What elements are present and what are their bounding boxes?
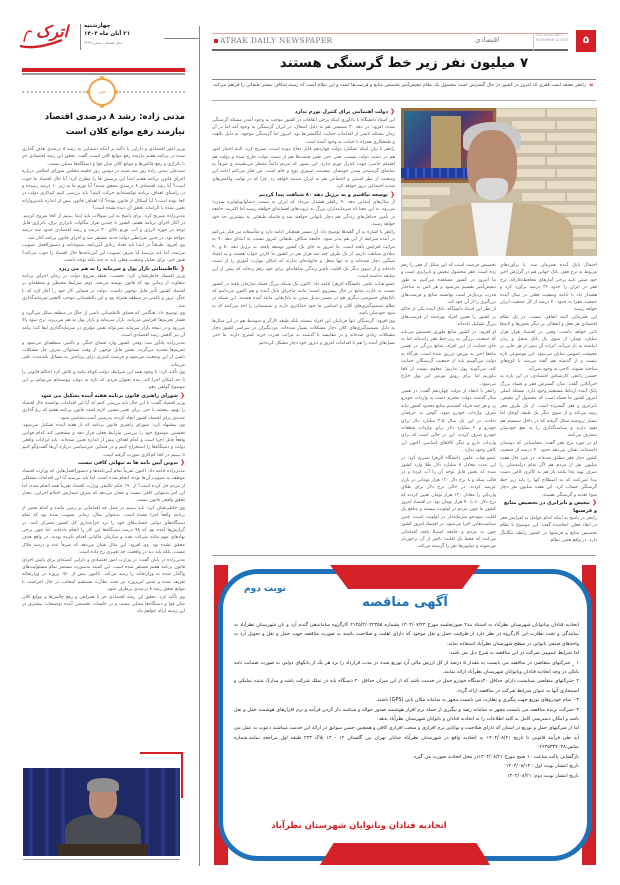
paragraph: وی افزود: طبیعتاً در ابتدا باید تعداد زیادی آیین‌نامه، شیوه‌نامه و دستورالعمل تصویب می‌شد، اما باید بپرسید آیا صرف تصویب این آیین‌نامه‌ها حال اقتصاد را خوب می‌کند؟ هنوز خیر. برای تحلیل وضعیت فعلی باید به چند نکته توجه داشت. (22, 243, 185, 264)
news-badge (88, 78, 116, 106)
paragraph: مدنی‌زاده تصریح کرد: برای پاسخ به این سوالات باید ابتدا ببینیم از کجا شروع کردیم. در آغاز اجرای برنامه هفتم، کشور با چندین هزار مگاوات ناترازی برق، ناترازی قابل توجه در حوزه انرژی و آب، تورم بالای ۳۰ درصد و رشد اقتصادی حدود سه درصد مواجه بود. در چنین شرایطی دولت جدید مستقر شد و اجرای قانون برنامه آغاز شد. (22, 213, 185, 241)
volume-box (533, 33, 573, 51)
ad-conditions-intro: لذا شرایط عمومی شرکت در این مناقصه به شرح ذیل می باشد. (448, 650, 579, 657)
ad-condition: ۲ -شرکتهای متقاضی میبایست دارای حداقل ۳۰دستگاه خودرو حمل در خدمت باشد که از این میزان حداقل ۲۰ دستگاه باید در تملک شرکت باشد و مدارک مثبته تملیکی و استیجاری آنها به عنوان شرایط شرکت در مناقصه ارائه گردد. (234, 678, 579, 694)
lead-rule (212, 100, 596, 101)
headline-rule (212, 79, 596, 80)
left-article-body (22, 146, 185, 746)
lead-paragraph: راغفر معتقد است فقری که امروز در کشور در حال گسترش است محصول یک نظام تبعیض‌آمیز تخصیص منابع و فرصت‌ها است و این نظام است که زمینه شکاف بیشتر طبقاتی را فراهم می‌کند. (212, 83, 586, 88)
ad-second-publish: تاریخ انتشار نوبت دوم: ۱۴۰۴/۰۸/۲۱ (507, 772, 579, 779)
paragraph: تخصیص فرصت است که این شکل از فقر را رقم زده است. فقر محصول تبعیض و نابرابری است و ما امروز در کشور مشاهده می‌کنیم به طور تبعیض‌آمیز تقسیم می‌شود و هر کس به ساختار قدرت نزدیک‌تر است توانسته منابع و فرصت‌های بزرگتری را از آن خود کند. (401, 263, 496, 306)
subheading: ❮تدوین آیین نامه ها به تنهایی کافی نیست (77, 459, 185, 467)
paragraph: وزیر اقتصاد خاطرنشان کرد: نخست، نقطه شروع دولت در زمان اجرای برنامه متفاوت از زمانی بود که قانون نوشته می‌شد. دوم، شرایط محیطی و منطقه‌ای بر اقتصاد کشور تأثیر قابل توجهی داشت. دولت در فضایی کار خود را آغاز کرد که با جنگ، ترور و ناامنی در منطقه همراه بود و این نااطمینانی موجب کاهش سرمایه‌گذاری شد. (22, 274, 185, 309)
ad-bottom-red-banner (320, 843, 490, 865)
page-number: ۵ (576, 30, 596, 52)
masthead-issue: سال هفدهم - شماره ۳۶۳۳ (84, 41, 122, 45)
double-chevron-icon: « (589, 81, 594, 89)
section-label: اقتصادی (475, 36, 500, 44)
ad-opening: بازگشایی پاکت ساعت ۱۰ صبح مورخ ۱۴۰۴/۰۸/۲۱در محل اتحادیه صورت می گیرد. (412, 753, 579, 760)
volume-number: VOL.18,NO.1853 (536, 33, 563, 37)
gray-divider (22, 73, 185, 75)
paragraph: راغفر در پاسخ به اینکه کدام عوامل به افزایش فقر در ابعاد فعلی انجامیده گفت: این موضوع با نظام تخصیص منابع و فرصتها در کشور رابطه تنگاتنگ دارد. در واقع همین نظام (500, 516, 597, 544)
paragraph: راغفر با بیان اینکه عملکرد دولت چهاردهم قابل دفاع نبوده است، تصریح کرد: البته اختیار امور هم در دست دولت نیست، یعنی حتی تغییر قیمت‌ها هم از دست دولت خارج شده و دولت هم اهتمام خاصی جهت کنترل تورم ندارد. این تصور که مردم دائماً منتظر می‌نشینند و صرفاً به تماشای گرسنه‌تر شدن خودشان بنشینند، تصوری پوچ و خام است. من فکر می‌کنم ادامه این وضعیت از نظر امنیتی و اجتماعی هم به ایران صدمه خواهد زد. چرا که در نهایت واکنش‌های شدید اجتماعی بروز خواهد کرد. (212, 147, 395, 190)
brand-english (214, 36, 332, 45)
red-chevron-icon: ❮ (179, 391, 185, 399)
brand-english-text: ATRAK DAILY NEWSPAPER (220, 36, 333, 45)
paragraph: عضو هیات علمی دانشگاه الزهرا تصریح کرد: در این مدت معادل ۸ میلیارد دلار طلا وارد کشور شده که بخش قابل توجه آن را آب کرده و در قالب سکه و با نرخ دلار ۱۲۰ هزار تومانی در بازار عرضه کردند. در حالی نرخ دلار برای طلای وارداتی را معادل ۱۲۰ هزار تومان تعیین کردند که نرخ دلار ۶۰ یا ۷۰ هزار تومان بود. در اقتصاد امروز کشور ما چون مردم در اولویت نیستند و منافع یک اقلیت سودجو سرمایه‌دار در اولویت است، چنین سیاست‌هایی اجرا می‌شود. در اقتصاد امروز کشور چون به مردم و جامعه استیلا یافته اقداماتی می‌کنند که فقط یک اقلیت ناچیز از آن برخوردار می‌شوند و میلیون‌ها نفر را گرسنه می‌کند. (401, 455, 496, 550)
paragraph: مدنی‌زاده ادامه داد: اکنون تقریباً تمام آیین‌نامه‌ها و دستورالعمل‌هایی که وزارت اقتصاد موظف به تصویب آن‌ها بوده، انجام شده است، اما باید بپرسید آیا این اقدامات مشکلی از مردم حل کرده است؟ از ۱۹۰ حکم تکلیفی وزارت اقتصاد تقریباً همه انجام شده، اما این امر به‌تنهایی کافی نیست و نشان می‌دهد که صرف شمارش احکام اجرایی، معیار تحقق واقعی قانون نیست. (22, 468, 185, 504)
paragraph: وی تأکید کرد: تحقق این رشد اقتصادی جز با همراهی و رفع چالش‌ها و موانع کلان میان قوا و دستگاه‌ها ممکن نیست و در جلسات تخصصی آینده توضیحات بیشتری در این زمینه ارائه خواهم داد. (22, 594, 185, 615)
newspaper-logo (16, 22, 78, 50)
speaker-photo (23, 768, 180, 856)
ad-invitation: لذا از شرکتهای حمل و توزیع در استان که دارای صلاحیت و توانایی نرم افزاری و سخت افزاری کافی و همچنین حسن سوابق در ارائه این خدمت میباشند دعوت به عمل می آید طی فرآیند قانونی تا تاریخ ۱۴۰۴/۰۸/۲۱ به اتحادیه واقع در شهرستان نظرآباد خیابان تهران بین گلستان ۱۲ - ۱۴ پلاک ۲۴۳ طبقه اول مراجعه نمایند.شماره تماس:۰۲۶۴۵۳۴۷۰۴۸ (234, 725, 579, 751)
paragraph: وی توضیح داد: هنگامی که فضای نااطمینانی ناشی از جنگ در منطقه شکل می‌گیرد و فشار تحریم‌ها افزایش می‌یابد، بازار سرمایه و بازار پول به هم می‌ریزد، نرخ سود بالا می‌رود و در نتیجه بازار سرمایه نمی‌تواند نقش مؤثری در سرمایه‌گذاری ایفا کند؛ پیامد آن نیز کاهش رشد اقتصادی است. (22, 311, 185, 339)
paragraph: وی خاطرنشان کرد: باید ببینیم در عمل چه اقداماتی بر زمین مانده و کدام بخش از برنامه واقعاً اجرا نشده است. به‌عنوان مثال، زمانی تصویب شده بود که تمام دستگاه‌های دولتی حساب‌های خود را نزد خزانه‌داری کل کشور متمرکز کنند. در گزارش‌ها آمده بود که ۹۸ درصد دستگاه‌ها این کار را انجام داده‌اند، اما چون برخی نهادهای مهم مانند شرکت نفت و سازمان مالیاتی اقدام نکرده بودند، در واقع هدف محقق نشده بود. وی افزود: این مثال نشان می‌دهد که صرفاً عدد و درصد ملاک نیست، بلکه باید دید در واقعیت چه تغییری رخ داده است. (22, 505, 185, 556)
paragraph: راغفر با انتقاد از دولت چهاردهم گفت: در همین سال گذشته دولت محترم دست به واردات خودرو زد و هر چند فریاد کشیدیم منابع محدود کشور نباید صرف واردات خودرو شود، گوش به حرفمان ندادند. در این یک سال ۳.۵ میلیارد دلار برای خودرو و ۴ میلیارد دلار برای واردات قطعات خودرو صرف کردند. این در حالی است که برای واردات دارو و دیگر کالاهای اساسی اکنون ارز کافی وجود ندارد. (401, 388, 496, 454)
ad-body (234, 621, 579, 817)
paragraph: وی افزود: گرسنگان تنها قربانیان این افراد نیستند بلکه طبقه کارگر و متوسط هم در این سال‌ها به دلیل تصمیم‌گیری‌های کلان دچار مشکلات بسیار شده‌اند. مزدبگیران در سراسر کشور دچار مشکلات زیادی شده‌اند و در مقایسه با گذشته به مراتب قدرت خرید کمتری دارند. ما حتی نسل‌های آینده را هم با اقدامات امروز و دیروز خود دچار مشکل کرده‌ایم. (212, 318, 395, 346)
ad-condition: ۴ -شرکت برنده مناقصه می بایست مجهز به سامانه رصد و پیگیری از جمله نرم افزار هوشمند صدور حواله و شناسه دار کردن فرآیند و نرم افزارهای هوشمند حمل و نقل باشد و امکان دسترسی کامل به کلیه اطلاعات را به اتحادیه قنادان و نانوایان شهرستان نظرآباد بدهد. (234, 706, 579, 723)
photo-red-frame (140, 752, 183, 754)
main-article-center-column (401, 262, 496, 550)
subheading: ❮توسعه نیافتیم و به برزیل دهه ۸۰ شباهت پیدا کردیم (259, 190, 395, 198)
paragraph: سیدعلی مدنی زاده روز سه شنبه در دومین روز جلسه مجلس شورای اسلامی درباره اجرای قانون برنامه هفتم ابتدا این پرسش ها را مطرح کرد: آیا حال اقتصاد ما خوب است؟ آیا رشد اقتصادی ۸ درصدی محقق شده؟ آیا تورم ما به زیر ۱۰ درصد رسیده و در راستای اهداف برنامه توانسته‌ایم حرکت کنیم؟ باید بررسی کنیم کم‌کاری دولت در کجا بوده است؟ آیا اشکال از قانون بوده؟ آیا اهداف قانون بیش از اندازه بلندپروازانه تعیین شده یا الزامات تحقق آن دیده نشده است؟ (22, 169, 185, 212)
masthead-line (164, 38, 200, 39)
paragraph: وی تأکید کرد: با وجود همه این شرایط، دولت کوتاه نیامد و تلاش کرد احکام قانونی را تا حد امکان اجرا کند. بنده بعنوان فردی که تازه به دولت پیوسته‌ام می‌توانم بر این موضوع گواهی دهم. (22, 370, 185, 391)
paragraph: این همزمانی البته اتفاقی نیست. در یک نظام اقتصادی هر فعل و انفعالی بر دیگر بخش‌ها و لایه‌ها تاثیر خواهد داشت. وقتی در اقتصاد هزار هزار میلیارد تومان از سوی یک بانک منحل و زیان انباشته به بار می‌آید، اثرات آن بیش از هر جایی بر معیشت عمومی نمایان می‌شود. این موضوعی تازه نیست و از گذشته هم گفته می‌شد تا کوخ‌های ساخته نشوند، کاخی به وجود نمی‌آید. (500, 314, 597, 372)
red-chevron-icon: ❮ (179, 459, 185, 467)
paragraph: وی پیشنهاد کرد: شورای راهبری قانون برنامه که از هفته آینده تشکیل می‌شود، نخستین موضوع خود را بررسی شرایط فعلی قرار دهد و مشخص کند کدام قوانین واقعاً قابل اجرا است و کدام اهداف بیش از اندازه تعیین شده‌اند. باید ایرادات واقعی دولت و دستگاه‌ها را استخراج کنیم و در فضایی غیرسیاسی درباره آن‌ها گفت‌وگو کنیم تا ببینیم در کجا کم‌کاری صورت گرفته است. (22, 423, 185, 458)
photo-red-frame (181, 753, 183, 798)
red-chevron-icon: ❮ (389, 108, 395, 115)
red-chevron-icon: ❮ (389, 190, 395, 198)
ad-turn-label: نوبت دوم (244, 584, 286, 594)
red-divider (22, 68, 185, 72)
section-rule (212, 555, 596, 556)
ad-top-red-banner (330, 565, 480, 589)
news-badge-label: خبر (98, 89, 106, 95)
paragraph: مدنی‌زاده در پایان گفت: در وزارت امور اقتصادی و دارایی کمیته‌ای برای پایش اجرای قانون برنامه هفتم مستقر شده است. این کمیته به‌صورت مستمر تمام مسئولیت‌های واگذار شده به وزارتخانه را رصد می‌کند. تاکنون بیش از ۱۵۰ پروژه در وزارتخانه تعریف شده و شش ابرپروژه نیز تحت نظارت مستقیم اینجانب در حال اجراست تا موانع تحقق رشد ۸ درصدی برطرف شود. (22, 557, 185, 593)
red-chevron-icon: ❮ (179, 264, 185, 272)
subheading: ❮نااطمینانی بازار پول و سرمایه را به هم می ریزد (58, 264, 185, 272)
ad-condition: ۳ - تمام خودروهای توزیع جهت پیگیری و نظارت می بایست مجهز به سامانه مکان یابی (GPS) باشند. (375, 697, 579, 704)
ad-condition: ۱ _ شرکتهای متقاضی در مناقصه می بایست به مقدار ۵ درصد از کل ارزش مالی آرد توزیع شده در مدت قرارداد را نزد هر یک از بانکهای دولتی به صورت ضمانت نامه بانکی در وجه اتحادیه قنادان ونانوایان شهرستان نظرآباد ارائه نمایند. (234, 659, 579, 676)
paragraph: وزیر امور اقتصادی و دارایی با تاکید بر اینکه دستیابی به رشد ۸ درصدی هدف گذاری شده در برنامه هفتم نیازمند رفع موانع کلان است، گفت: تحقق این رشد اقتصادی جز با ناترازی و رفع چالش‌ها و موانع کلان میان قوا و دستگاه‌ها ممکن نیست. (22, 147, 185, 167)
logo-divider (80, 24, 81, 50)
left-article-headline: مدنی زاده: رشد ۸ درصدی اقتصاد نیازمند رفع موانع کلان است (44, 112, 185, 137)
ad-intro: اتحادیه قنادان ونانوایان شهرستان نظرآباد به استناد بند۲ صورتجلسه مورخ ۱۴۰۴/۰۷/۲۴ بشماره ۲۱۲۵/۴/۰۲۲۳۵۵ کارگروه ساماندهی گندم آرد و نان شهرستان نظرآباد به نمایندگی و تحت نظارت این کارگروه در نظر دارد از ظرفیت حمل و نقل موجود که دارای اهلیت و صلاحیت باشند به صورت مناقصه جهت حمل و نقل و تحویل آرد به واحدهای صنفی نانوایی در سطح شهرستان نظرآباد استفاده نماید. (234, 622, 579, 647)
paragraph: راغفر با اشاره به آن گفته‌ها توضیح داد: آن مسیر همچنان ادامه دارد و متأسفانه من فکر می‌کنم در آینده شرایط از این هم بدتر شود. جامعه شکاف طبقاتی امروز نسبت به ابتدای دهه ۹۰ به مراتب افزایش یافته است. ما امروز به جای یک کشور توسعه یافته، به برزیل دهه ۸۰ و ۹۰ میلادی شباهت داریم. از یک طرف چند صد هزار نفر در کشور ما کارتن خواب هستند و به اعتیاد سنگین دچار شده‌اند و نه تنها شغل و خانواده‌ای ندارند که امکان مهارت آموزی را از دست داده‌اند و از سوی دیگر یک اقلیت ناچیز زندگی شاهانه‌ای برای خود رقم زده‌اند که پیش از این سابقه نداشته است. (212, 229, 395, 280)
english-date: NOVEMBER 12.2025 (536, 38, 569, 42)
interviewee-photo (401, 108, 597, 256)
paragraph: وزیر اقتصاد گفت: با این حال باید بررسی کنیم که آیا این اقدامات توانسته حال اقتصاد را بهبود ببخشد یا خیر. برای تغییر مسیر، لازم است قانون برنامه هفتم که ریل‌گذاری جدیدی برای اقتصاد کشور ایجاد کرده، بدرستی آسیب‌شناسی شود. (22, 401, 185, 421)
paragraph: از نظر این استاد دانشگاه، بانک آینده یکی از حاکم بر کشور را همین افراد بهره‌مند از فرصت‌های بزرگ تشکیل داده‌اند. (401, 307, 496, 328)
square-icon (214, 39, 218, 43)
paragraph: مدنی‌زاده یادآور شد: وقتی کشور وارد فضای جنگی و ناامنی منطقه‌ای می‌شود و تحریم‌ها تشدید می‌گردد، بخش قابل توجهی از وقت مسئولان صرف حل مشکلات ناشی از این وضعیت می‌شود و فرصت کمتری برای پرداختن به مسائل بلندمدت باقی می‌ماند. (22, 340, 185, 368)
photo-rule (23, 859, 180, 860)
main-article-right-column (500, 262, 597, 550)
subheading: ❮دولت اهتمامی برای کنترل تورم ندارد (294, 108, 395, 115)
masthead-day: چهارشنبه (84, 23, 111, 29)
subheading: ❮شورای راهبری قانون برنامه هفته آینده تشکیل می شود (40, 391, 185, 399)
logo-text: اترک (36, 22, 69, 41)
paragraph: از سال‌های ابتدایی دهه ۹۰ راغفر هشدار می‌داد که ایران به سمت «ساواتوبلولیزه شدن» می‌رود. به این معنا که سرمایه‌داران بزرگ به ثروت‌های افسانه‌ای خواهند رسید اما اکثریت جامعه در تأمین حداقل‌های زندگی هم دچار ناتوانی خواهند شد و فاصله طبقاتی به بیشترین حد خود خواهد رسید. (212, 200, 395, 228)
paragraph: او افزود: در کشور منابع طوری تخصیص می‌یابد که جمعیت بزرگی به زیر خط فقر رانده‌اند اما به جای حمایت از این افراد، منابع بزرگی در همین ماه‌ها اخیر به بورس تزریق شده است. هرگاه به دولت می‌گوییم باید از جمعیت گرسنگان حمایت کند، می‌گویند پول نداریم؛ معلوم نیست از کجا بیاوریم اما برای رونق بورس این پول خارج می‌شود. (401, 329, 496, 387)
ad-signature: اتحادیه قنادان ونانوایان شهرستان نظرآباد (271, 821, 447, 831)
main-article-middle-column (212, 108, 395, 552)
main-headline: ۷ میلیون نفر زیر خط گرسنگی هستند (279, 55, 529, 71)
paragraph: عضو هیات علمی دانشگاه الزهرا ادامه داد: اکنون یک شبکه بزرگ فساد سازمان یافته در کشور نسبت به غارت منابع در حال پیشروی است؛ مانند ماجرای بانک آینده و هم اکنون می‌دانیم که بانک‌های خصوصی دیگری هم در مسیر تبدیل شدن به بانک‌هایی مانند آینده هستند. این شبکه در نظام تصمیم‌گیری‌های کلان و اساسی ما خود حداکثری دارند و تصمیماتی را اخذ می‌کنند که به سود خودشان باشد. (212, 281, 395, 317)
paragraph: احتمال بانک آینده همزمان شد. با برآوردهای مربوط به نرخ فقر، بانک جهانی هم در گزارش اخیر خود ضمن تایید برخی آمارهای محافظه‌کارانه، نرخ فقر در ایران را حدود ۳۶ درصد برآورد کرد و هشدار داد با ادامه وضعیت فعلی در سال آینده جمعیت فقرا به حدود ۴۰ درصد از کل جمعیت ایران خواهد رسید. (500, 263, 597, 313)
red-chevron-icon: ❮ (591, 499, 597, 506)
left-column-border (199, 26, 200, 866)
masthead-date: ۲۱ آبان ماه ۱۴۰۴ (84, 31, 131, 37)
ad-title: آگهی مناقصه (362, 595, 448, 610)
ad-first-publish: تاریخ انتشار نوبت اول : ۱۴۰۴/۰۸/۱۴ (505, 763, 579, 770)
tender-advertisement (214, 565, 596, 865)
paragraph: این استاد دانشگاه با یادآوری اینکه برخی اتفاقات در کشور موجب به وجود آمدن مسئله گرسنگی شده، افزود: در دهه ۳۰ شمسی هم به دلیل اشغال، در ایران گرسنگی به وجود آمد اما در آن زمان مسئله ناشی از اقدامات حمایت انگلیسی‌ها بود. امروز اما گرسنگی موجود، به دلیل بلاهت و طمعکاری همراه با خیانت به وجود آمده است. (212, 117, 395, 145)
subheading: ❮تبعیض و نابرابری در تخصیص منابع و فرصتها (503, 499, 597, 514)
paragraph: حسین راغفر، کارشناس اقتصادی، در این باره به خبرآنلاین گفت: میان گسترش فقر و فساد بزرگ بانک آینده ارتباط مستقیم وجود دارد. مسئله اصلی امروز کشور ما فساد است که محصول آن تبعیض، نابرابری و فقر گسترده است. از یک طرف فقر رشد می‌کند و از سوی دیگر یک طبقه کوچک اما بسیار ثروتمند شکل گرفته که در داخل سیستم هم نفوذ دارند و سیاستگذاری را به نفع خودشان منحرف می‌کنند. (500, 374, 597, 439)
paragraph: او در مورد نرخ فقر گفت: محاسباتی که دوستان داشته‌اند، نشان می‌دهد حدود ۴۰ درصد از جمعیت کشور دچار فقر مطلق شده‌اند. در عین حال هفت میلیون نفر از مردم هم اگر تمام درآمدشان را صرف تهیه غذا بکنند باز هم به کالری کافی دست پیدا نمی‌کنند که به اصطلاح آنها را باید زیر خط گرسنگی حساب کرد. این هفت میلیون نفر دچار سوء تغذیه و گرسنگی هستند. (500, 440, 597, 498)
